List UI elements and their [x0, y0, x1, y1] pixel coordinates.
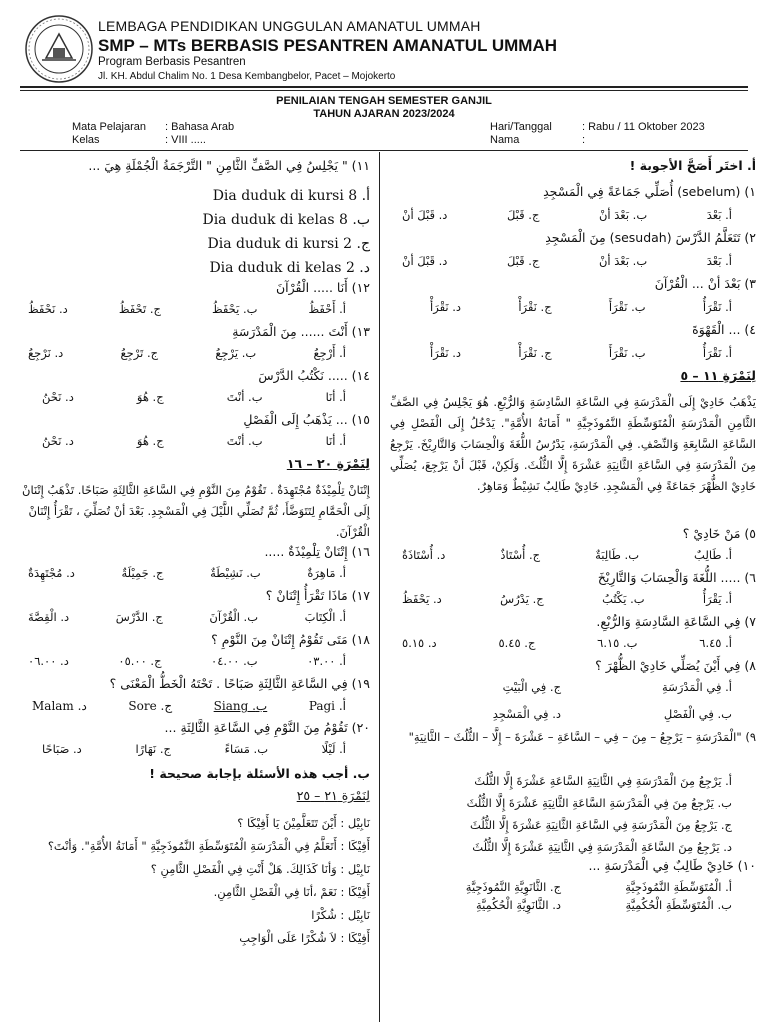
- option-b[interactable]: ب. فِي الْفَصْلِ: [663, 707, 732, 721]
- option-c[interactable]: ج. تَرْجِعُ: [120, 346, 159, 360]
- reading-passage: إِتْنَانْ تِلْمِيْذَةٌ مُجْتَهِدَةٌ . تَقُوْمُ مِنَ النَّوْمِ فِي السَّاعَةِ الثَّالِثَةِ صَبَاحًا. تَذْهَبُ إِتْنَانْ إِلَى الْحَمَّامِ لِتَتَوَضَّأَ، ثُمَّ تُصَلِّي اللَّيْلَ فِي الْمَسْجِدِ. بَعْدَ أنْ تُصَلِّيَ ، تَقْرَأُ إِتْنَانْ الْقُرْآنَ.: [22, 483, 370, 539]
- option-d[interactable]: د. أُسْتَاذَةٌ: [402, 548, 446, 562]
- option-a[interactable]: أ. الْكِتَابَ: [304, 610, 346, 624]
- question-2-options: [390, 256, 756, 278]
- option-d[interactable]: د. يَحْفَظُ: [402, 592, 442, 606]
- school-address: Jl. KH. Abdul Chalim No. 1 Desa Kembangbelor, Pacet – Mojokerto: [98, 71, 396, 82]
- option-b[interactable]: ب. نَقْرَأَ: [608, 300, 646, 314]
- question-12-options: [22, 304, 370, 326]
- reading-passage: يَذْهَبُ خَادِيْ إِلَى الْمَدْرَسَةِ فِي السَّاعَةِ السَّادِسَةِ وَالرُّبْعِ. هُوَ يَجْلِسُ فِي الصَّفِّ الثَّامِنِ الْمَدْرَسَةِ الْمُتَوَسِّطَةِ النَّمُوذَجِيَّةِ " أَمَانَةُ الأُمَّةِ". يَدْخُلُ إِلَى الْفَصْلِ فِي السَّاعَةِ السَّابِعَةِ وَالنِّصْفِ. فِي الْمَدْرَسَةِ، يَدْرُسُ اللُّغَةَ وَالْحِسَابَ وَالتَّارِيْخَ. يَرْجِعُ مِنَ الْمَدْرَسَةِ فِي السَّاعَةِ الثَّانِيَةِ عَشْرَةَ إِلَّا الثُّلُثَ. وَلَكِنْ، قَبْلَ أنْ يَرْجِعَ، يُصَلِّي خَادِيْ الظُّهْرَ جَمَاعَةً فِي الْمَسْجِدِ. خَادِيْ طَالِبٌ نَشِيْطٌ وَمَاهِرٌ.: [390, 395, 756, 493]
- question-8-options: [390, 682, 756, 728]
- option-d[interactable]: د. نَحْفَظُ: [28, 302, 68, 316]
- question-14: ١٤) ..... نَكْتُبُ الدَّرْسَ: [258, 368, 370, 383]
- option-d[interactable]: د. قَبْلَ أنْ: [402, 254, 448, 268]
- option-b[interactable]: Siang .ب: [213, 699, 268, 713]
- option-a[interactable]: أ. طَالِبٌ: [694, 548, 732, 562]
- question-5: ٥) مَنْ خَادِيْ ؟: [682, 526, 756, 541]
- exam-year: TAHUN AJARAN 2023/2024: [313, 108, 455, 120]
- question-9: ٩) "الْمَدْرَسَةِ – يَرْجِعُ – مِنَ – فِي – السَّاعَةِ – عَشْرَةَ – إِلَّا – الثُّلُثَ – الثَّانِيَةِ": [408, 730, 756, 744]
- option-a[interactable]: أ. مَاهِرَةٌ: [307, 566, 346, 580]
- option-b[interactable]: ب. الْقُرْآنَ: [209, 610, 259, 624]
- dialog-heading: لِنَمْرَةِ ٢١ – ٢٥: [296, 788, 370, 803]
- option-b[interactable]: ب. يَحْفَظُ: [211, 302, 258, 316]
- option-d[interactable]: Malam .د: [32, 699, 87, 713]
- question-1: ١) (sebelum) أُصَلِّي جَمَاعَةً فِي الْمَسْجِدِ: [543, 184, 756, 199]
- question-10: ١٠) خَادِيْ طَالِبٌ فِي الْمَدْرَسَةِ ...: [588, 858, 756, 873]
- option-d[interactable]: د. ٠٦.٠٠: [28, 654, 69, 668]
- option-c[interactable]: ج. قَبْلَ: [506, 208, 540, 222]
- option-a[interactable]: أ. يَقْرَأُ: [702, 592, 732, 606]
- question-17-options: [22, 612, 370, 634]
- name-value: :: [582, 134, 586, 146]
- class-label: Kelas: [72, 134, 100, 146]
- option-d[interactable]: د. نَقْرَأْ: [430, 346, 462, 360]
- option-d[interactable]: د. نَقْرَأْ: [430, 300, 462, 314]
- option-d[interactable]: د. نَرْجِعُ: [28, 346, 64, 360]
- dialog-line: أَفِيْكَا : لاَ شُكْرًا عَلَى الْوَاجِبِ: [239, 931, 370, 945]
- option-b[interactable]: ب. مَسَاءً: [224, 742, 269, 756]
- option-d[interactable]: د. الثَّانَوِيَّةِ الْحُكُمِيَّةِ: [475, 897, 561, 912]
- question-4: ٤) ... الْقَهْوَةَ: [692, 322, 756, 337]
- right-column: [390, 160, 756, 911]
- option-d[interactable]: د. قَبْلَ أنْ: [402, 208, 448, 222]
- option-d[interactable]: د. فِي الْمَسْجِدِ: [492, 707, 561, 721]
- option-c[interactable]: ج. يَرْجِعُ مِنَ الْمَدْرَسَةِ فِي السَّاعَةِ الثَّانِيَةِ عَشْرَةَ إِلَّا الثُّلُثَ: [469, 818, 732, 832]
- option-b[interactable]: ب. بَعْدَ أنْ: [598, 208, 648, 222]
- option-d[interactable]: د. الْقِصَّةَ: [28, 610, 70, 624]
- question-9-options: [390, 770, 756, 860]
- option-c[interactable]: ج. يَدْرُسُ: [500, 592, 544, 606]
- option-c[interactable]: ج. ٠٥.٠٠: [118, 654, 162, 668]
- question-10-options: [390, 882, 756, 911]
- question-7: ٧) فِي السَّاعَةِ السَّادِسَةِ وَالرُّبْعِ.: [596, 614, 756, 629]
- exam-info-divider: [20, 150, 748, 151]
- option-a[interactable]: أ. أنَا: [325, 434, 346, 448]
- option-c[interactable]: Sore .ج: [128, 699, 173, 713]
- option-a[interactable]: أ. أَرْجِعُ: [313, 346, 346, 360]
- school-name: SMP – MTs BERBASIS PESANTREN AMANATUL UMMAH: [98, 36, 558, 55]
- question-15-options: [22, 436, 370, 458]
- dialog-line: أَفِيْكَا : نَعَمْ ،أنَا فِي الْفَصْلِ الثَّامِنِ.: [213, 885, 370, 899]
- option-a[interactable]: أ. أنَا: [325, 390, 346, 404]
- question-13-options: [22, 348, 370, 370]
- option-a[interactable]: أ. نَقْرَأُ: [702, 300, 732, 314]
- question-3-options: [390, 302, 756, 324]
- dialog-line: نَابِيْل : أَيْنَ تَتَعَلَّمِيْنَ يَا أَفِيْكَا ؟: [237, 816, 370, 830]
- option-d[interactable]: د. مُجْتَهِدَةٌ: [28, 566, 75, 580]
- question-20: ٢٠) تَقُوْمُ مِنَ النَّوْمِ فِي السَّاعَةِ الثَّالِثَةِ ...: [164, 720, 370, 735]
- option-c[interactable]: ج. هُوَ: [136, 434, 164, 448]
- option-d[interactable]: د. صَبَاحًا: [42, 742, 82, 756]
- option-c[interactable]: ج. جَمِيْلَةٌ: [121, 566, 164, 580]
- option-c[interactable]: ج. قَبْلَ: [506, 254, 540, 268]
- question-19-options: [22, 700, 370, 722]
- passage-heading: لِنَمْرَةِ ٢٠ – ١٦: [286, 456, 370, 471]
- option-a[interactable]: Pagi .أ: [308, 699, 346, 713]
- option-c[interactable]: Dia duduk di kursi 2 .ج: [207, 236, 370, 252]
- subject-label: Mata Pelajaran: [72, 121, 146, 133]
- option-c[interactable]: ج. الثَّانَوِيَّةِ النَّمُوذَجِيَّةِ: [465, 880, 561, 894]
- option-a[interactable]: أ. فِي الْمَدْرَسَةِ: [662, 680, 732, 694]
- option-b[interactable]: ب. بَعْدَ أنْ: [598, 254, 648, 268]
- school-seal-icon: [24, 14, 94, 84]
- question-13: ١٣) أَنْتَ ...... مِنَ الْمَدْرَسَةِ: [232, 324, 370, 339]
- option-c[interactable]: ج. أُسْتَاذٌ: [500, 548, 541, 562]
- option-b[interactable]: ب. يَرْجِعُ: [215, 346, 257, 360]
- option-a[interactable]: أ. لَيْلًا: [321, 742, 346, 756]
- option-b[interactable]: ب. ٠٤.٠٠: [211, 654, 258, 668]
- question-20-options: [22, 744, 370, 768]
- option-c[interactable]: ج. الدَّرْسَ: [115, 610, 163, 624]
- option-a[interactable]: أ. ٦.٤٥: [699, 636, 732, 650]
- school-logo: [24, 14, 94, 84]
- option-b[interactable]: ب. أنْتَ: [226, 434, 263, 448]
- option-a[interactable]: أ. ٠٣.٠٠: [307, 654, 346, 668]
- section-a-heading: أ. اختَر أَصَحَّ الأجوبة !: [629, 158, 756, 173]
- dialog: [22, 812, 370, 950]
- option-a[interactable]: أ. بَعْدَ: [706, 208, 732, 222]
- header-divider: [20, 86, 748, 88]
- option-d[interactable]: د. نَحْنُ: [42, 390, 74, 404]
- left-column: [22, 160, 370, 950]
- section-b-heading: ب. أجب هذه الأسئلة بإجابة صحيحة !: [149, 766, 370, 781]
- option-d[interactable]: د. يَرْجِعُ مِنَ السَّاعَةِ الْمَدْرَسَةِ فِي الثَّانِيَةِ عَشْرَةَ إِلَّا الثُّلُثَ: [472, 840, 732, 854]
- question-16-options: [22, 568, 370, 590]
- program-name: Program Berbasis Pesantren: [98, 56, 246, 68]
- option-a[interactable]: Dia duduk di kursi 8 .أ: [212, 188, 370, 204]
- option-a[interactable]: أ. يَرْجِعُ مِنَ الْمَدْرَسَةِ فِي الثَّانِيَةِ السَّاعَةِ عَشْرَةَ إِلَّا الثُّلُثَ: [474, 774, 732, 788]
- option-b[interactable]: ب. نَقْرَأَ: [608, 346, 646, 360]
- header-divider-thin: [20, 90, 748, 91]
- option-d[interactable]: د. ٥.١٥: [402, 636, 437, 650]
- date-value: : Rabu / 11 Oktober 2023: [582, 121, 705, 133]
- question-2: ٢) تَتَعَلَّمُ الدَّرْسَ (sesudah) مِنَ الْمَسْجِدِ: [545, 230, 756, 245]
- option-b[interactable]: ب. طَالِبَةٌ: [595, 548, 640, 562]
- question-18: ١٨) مَتَى تَقُوْمُ إِتْنَانْ مِنَ النَّوْمِ ؟: [211, 632, 370, 647]
- exam-title: PENILAIAN TENGAH SEMESTER GANJIL: [276, 95, 492, 107]
- option-b[interactable]: ب. يَكْتُبُ: [602, 592, 645, 606]
- question-12: ١٢) أَنَا ..... الْقُرْآنَ: [275, 280, 370, 295]
- option-b[interactable]: ب. نَشِيْطَةٌ: [210, 566, 261, 580]
- date-label: Hari/Tanggal: [490, 121, 552, 133]
- class-value: : VIII .....: [165, 134, 206, 146]
- question-15: ١٥) ... يَذْهَبُ إِلَى الْفَصْلِ: [243, 412, 370, 427]
- dialog-line: أَفِيْكَا : أَتَعَلَّمُ فِي الْمَدْرَسَةِ الْمُتَوَسِّطَةِ النَّمُوذَجِيَّةِ " أَمَانَةُ الأُمَّةِ". وَأنْتَ؟: [47, 839, 370, 853]
- option-a[interactable]: أ. بَعْدَ: [706, 254, 732, 268]
- column-divider: [379, 152, 380, 1022]
- institution-name: LEMBAGA PENDIDIKAN UNGGULAN AMANATUL UMMAH: [98, 18, 481, 34]
- option-c[interactable]: ج. نَقْرَأْ: [518, 300, 552, 314]
- question-17: ١٧) مَاذَا تَقْرَأُ إِتْنَانْ ؟: [265, 588, 370, 603]
- option-c[interactable]: ج. ٥.٤٥: [498, 636, 536, 650]
- question-5-options: [390, 550, 756, 572]
- question-6: ٦) ..... اللُّغَةَ وَالْحِسَابَ وَالتَّارِيْخَ: [597, 570, 756, 585]
- option-b[interactable]: ب. يَرْجِعُ مِنَ فِي الْمَدْرَسَةِ السَّاعَةِ الثَّانِيَةِ عَشْرَةَ إِلَّا الثُّلُثَ: [466, 796, 732, 810]
- question-16: ١٦) إِتْنَانْ تِلْمِيْذَةٌ .....: [264, 544, 370, 559]
- option-d[interactable]: د. نَحْنُ: [42, 434, 74, 448]
- dialog-line: نَابِيْل : شُكْرًا: [311, 908, 370, 922]
- question-3: ٣) بَعْدَ أنْ ... الْقُرْآنَ: [654, 276, 756, 291]
- passage-heading: لِنَمْرَةِ ١١ – ٥: [680, 368, 756, 383]
- question-8: ٨) فِي أَيْنَ يُصَلِّي خَادِيْ الظُّهْرَ ؟: [595, 658, 756, 673]
- question-7-options: [390, 638, 756, 660]
- name-label: Nama: [490, 134, 520, 146]
- question-1-options: [390, 210, 756, 232]
- question-4-options: [390, 348, 756, 370]
- option-c[interactable]: ج. تَحْفَظُ: [118, 302, 161, 316]
- question-6-options: [390, 594, 756, 616]
- question-11-options: [22, 184, 370, 282]
- question-11: ١١) " يَجْلِسُ فِي الصَّفِّ الثَّامِنِ " التَّرْجَمَةُ الْجُمْلَةِ هِيَ ...: [88, 158, 370, 173]
- question-19: ١٩) فِي السَّاعَةِ الثَّالِثَةِ صَبَاحًا . تَحْتَهُ الْخَطُّ الْمَعْنَى ؟: [109, 676, 370, 691]
- option-c[interactable]: ج. هُوَ: [136, 390, 164, 404]
- option-c[interactable]: ج. نَهَارًا: [135, 742, 171, 756]
- option-a[interactable]: أ. نَقْرَأُ: [702, 346, 732, 360]
- option-d[interactable]: Dia duduk di kelas 2 .د: [209, 260, 370, 276]
- option-c[interactable]: ج. نَقْرَأْ: [518, 346, 552, 360]
- subject-value: : Bahasa Arab: [165, 121, 235, 133]
- question-18-options: [22, 656, 370, 678]
- option-b[interactable]: ب. أنْتَ: [226, 390, 263, 404]
- question-14-options: [22, 392, 370, 414]
- option-b[interactable]: ب. الْمُتَوَسِّطَةِ الْحُكُمِيَّةِ: [625, 897, 732, 912]
- option-b[interactable]: Dia duduk di kelas 8 .ب: [202, 212, 370, 228]
- dialog-line: نَابِيْل : وَأنَا كَذَالِكَ. هَلْ أَنْتِ فِي الْفَصْلِ الثَّامِنِ ؟: [150, 862, 370, 876]
- option-a[interactable]: أ. أَحْفَظُ: [308, 302, 346, 316]
- option-c[interactable]: ج. فِي الْبَيْتِ: [502, 680, 561, 694]
- option-b[interactable]: ب. ٦.١٥: [597, 636, 638, 650]
- option-a[interactable]: أ. الْمُتَوَسِّطَةِ النَّمُوذَجِيَّةِ: [625, 880, 732, 894]
